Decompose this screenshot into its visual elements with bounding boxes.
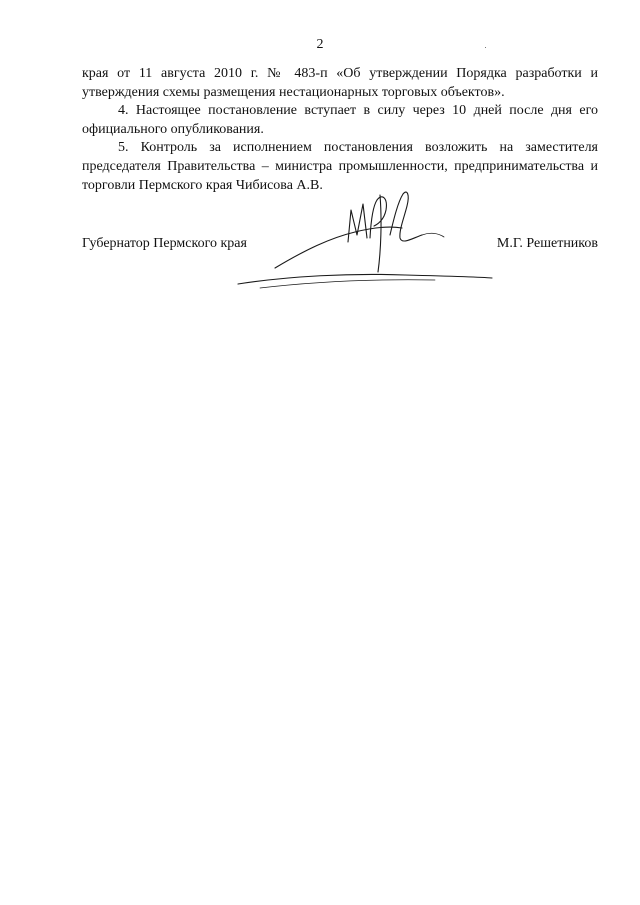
paragraph-item-4: 4. Настоящее постановление вступает в силу через 10 дней после дня его официального опубликования. bbox=[82, 103, 598, 137]
document-body bbox=[82, 65, 598, 195]
paragraph-item-5: 5. Контроль за исполнением постановления возложить на заместителя председателя Правительства – министра промышленности, предпринимательства и торговли Пермского края Чибисова А.В. bbox=[82, 140, 598, 193]
signature-block bbox=[82, 235, 598, 255]
page-number: 2 bbox=[316, 37, 324, 52]
paragraph-continuation: края от 11 августа 2010 г. № 483-п «Об утверждении Порядка разработки и утверждения схемы размещения нестационарных торговых объектов». bbox=[82, 66, 598, 100]
scan-speck bbox=[485, 47, 486, 48]
signatory-title: Губернатор Пермского края bbox=[82, 236, 247, 251]
signatory-name: М.Г. Решетников bbox=[496, 236, 598, 251]
